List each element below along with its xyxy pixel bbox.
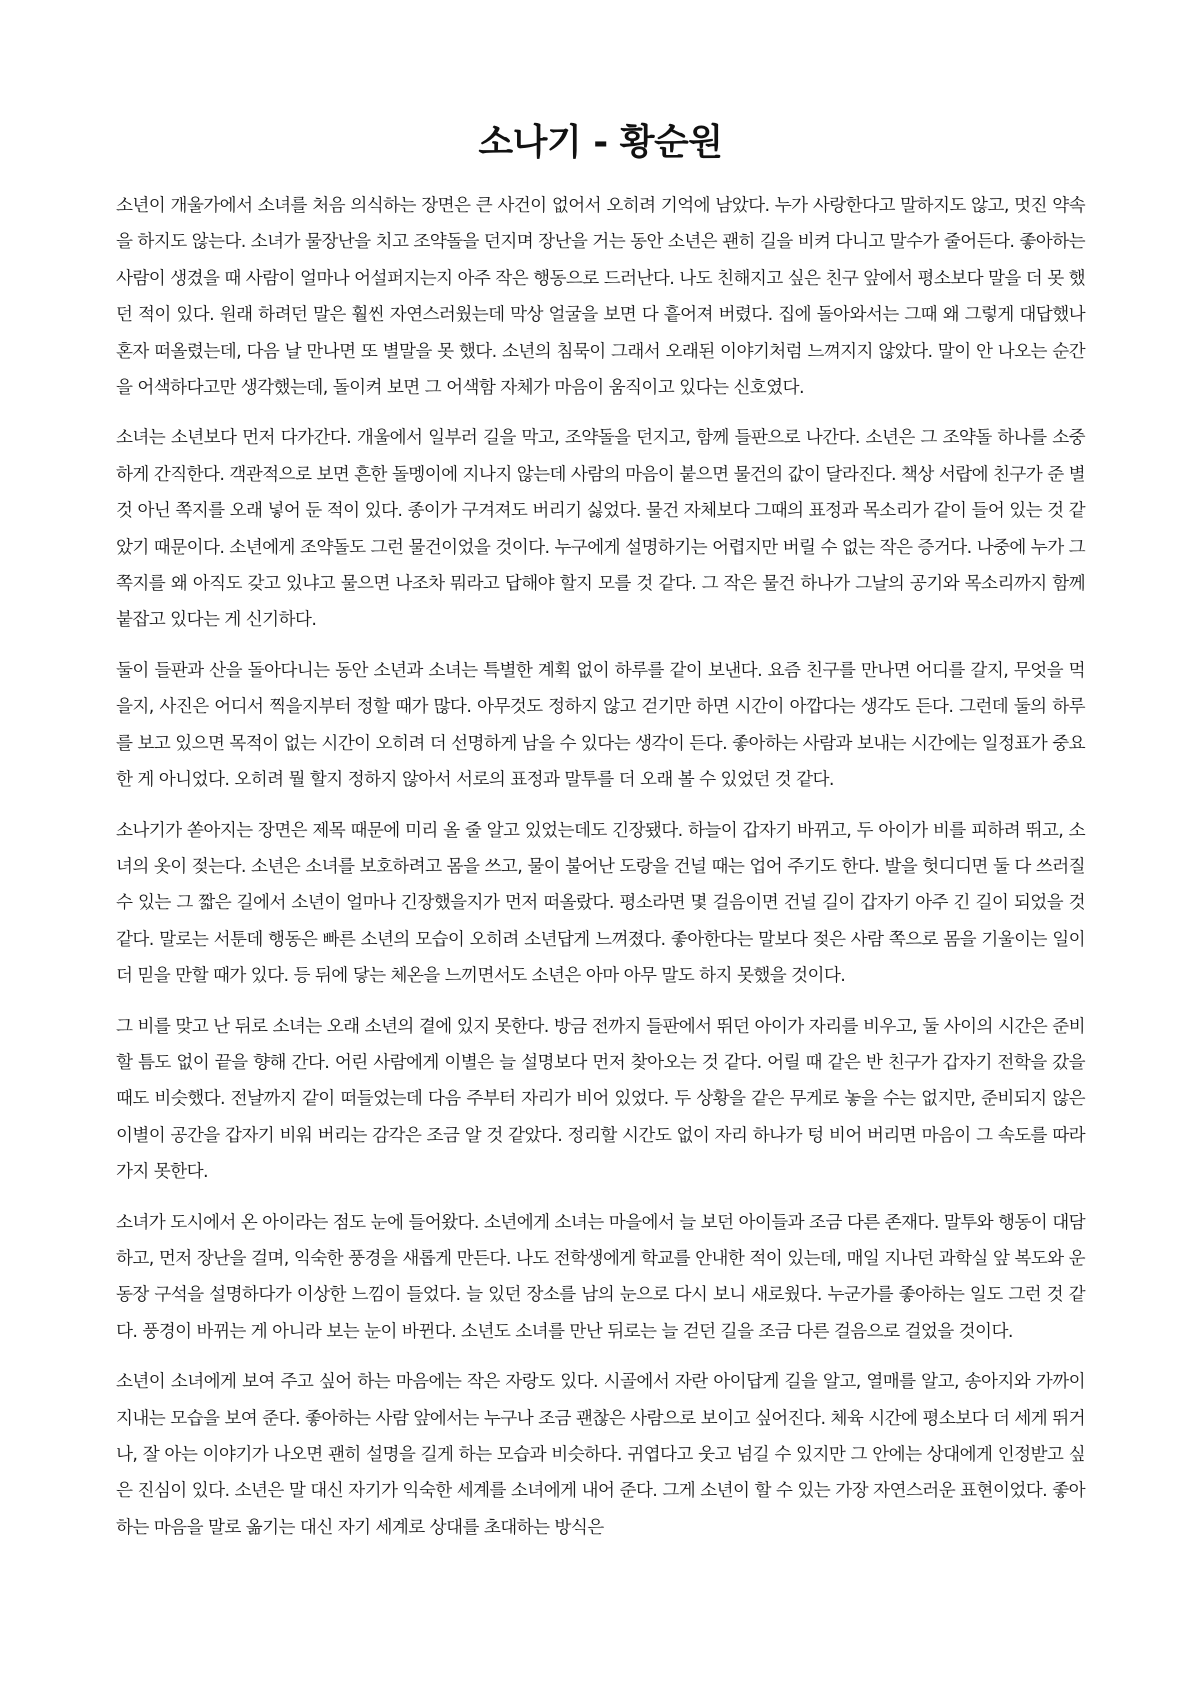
paragraph: 소나기가 쏟아지는 장면은 제목 때문에 미리 올 줄 알고 있었는데도 긴장됐다. 하늘이 갑자기 바뀌고, 두 아이가 비를 피하려 뛰고, 소녀의 옷이 젖는다. 소년은 소녀를 보호하려고 몸을 쓰고, 물이 불어난 도랑을 건널 때는 업어 주기도 한다. 발을 헛디디면 둘 다 쓰러질 수 있는 그 짧은 길에서 소년이 얼마나 긴장했을지가 먼저 떠올랐다. 평소라면 몇 걸음이면 건널 길이 갑자기 아주 긴 길이 되었을 것 같다. 말로는 서툰데 행동은 빠른 소년의 모습이 오히려 소년답게 느껴졌다. 좋아한다는 말보다 젖은 사람 쪽으로 몸을 기울이는 일이 더 믿을 만할 때가 있다. 등 뒤에 닿는 체온을 느끼면서도 소년은 아마 아무 말도 하지 못했을 것이다. (116, 820, 1085, 987)
paragraph: 소녀는 소년보다 먼저 다가간다. 개울에서 일부러 길을 막고, 조약돌을 던지고, 함께 들판으로 나간다. 소년은 그 조약돌 하나를 소중하게 간직한다. 객관적으로 보면 흔한 돌멩이에 지나지 않는데 사람의 마음이 붙으면 물건의 값이 달라진다. 책상 서랍에 친구가 준 별것 아닌 쪽지를 오래 넣어 둔 적이 있다. 종이가 구겨져도 버리기 싫었다. 물건 자체보다 그때의 표정과 목소리가 같이 들어 있는 것 같았기 때문이다. 소년에게 조약돌도 그런 물건이었을 것이다. 누구에게 설명하기는 어렵지만 버릴 수 없는 작은 증거다. 나중에 누가 그 쪽지를 왜 아직도 갖고 있냐고 물으면 나조차 뭐라고 답해야 할지 모를 것 같다. 그 작은 물건 하나가 그날의 공기와 목소리까지 함께 붙잡고 있다는 게 신기하다. (116, 428, 1085, 631)
paragraph: 소년이 소녀에게 보여 주고 싶어 하는 마음에는 작은 자랑도 있다. 시골에서 자란 아이답게 길을 알고, 열매를 알고, 송아지와 가까이 지내는 모습을 보여 준다. 좋아하는 사람 앞에서는 누구나 조금 괜찮은 사람으로 보이고 싶어진다. 체육 시간에 평소보다 더 세게 뛰거나, 잘 아는 이야기가 나오면 괜히 설명을 길게 하는 모습과 비슷하다. 귀엽다고 웃고 넘길 수 있지만 그 안에는 상대에게 인정받고 싶은 진심이 있다. 소년은 말 대신 자기가 익숙한 세계를 소녀에게 내어 준다. 그게 소년이 할 수 있는 가장 자연스러운 표현이었다. 좋아하는 마음을 말로 옮기는 대신 자기 세계로 상대를 초대하는 방식은 (116, 1372, 1085, 1538)
paragraph: 소년이 개울가에서 소녀를 처음 의식하는 장면은 큰 사건이 없어서 오히려 기억에 남았다. 누가 사랑한다고 말하지도 않고, 멋진 약속을 하지도 않는다. 소녀가 물장난을 치고 조약돌을 던지며 장난을 거는 동안 소년은 괜히 길을 비켜 다니고 말수가 줄어든다. 좋아하는 사람이 생겼을 때 사람이 얼마나 어설퍼지는지 아주 작은 행동으로 드러난다. 나도 친해지고 싶은 친구 앞에서 평소보다 말을 더 못 했던 적이 있다. 원래 하려던 말은 훨씬 자연스러웠는데 막상 얼굴을 보면 다 흩어져 버렸다. 집에 돌아와서는 그때 왜 그렇게 대답했나 혼자 떠올렸는데, 다음 날 만나면 또 별말을 못 했다. 소년의 침묵이 그래서 오래된 이야기처럼 느껴지지 않았다. 말이 안 나오는 순간을 어색하다고만 생각했는데, 돌이켜 보면 그 어색함 자체가 마음이 움직이고 있다는 신호였다. (116, 196, 1085, 399)
document-title: 소나기 - 황순원 (478, 122, 723, 163)
paragraph: 둘이 들판과 산을 돌아다니는 동안 소년과 소녀는 특별한 계획 없이 하루를 같이 보낸다. 요즘 친구를 만나면 어디를 갈지, 무엇을 먹을지, 사진은 어디서 찍을지부터 정할 때가 많다. 아무것도 정하지 않고 걷기만 하면 시간이 아깝다는 생각도 든다. 그런데 둘의 하루를 보고 있으면 목적이 없는 시간이 오히려 더 선명하게 남을 수 있다는 생각이 든다. 좋아하는 사람과 보내는 시간에는 일정표가 중요한 게 아니었다. 오히려 뭘 할지 정하지 않아서 서로의 표정과 말투를 더 오래 볼 수 있었던 것 같다. (116, 660, 1085, 791)
document-page (116, 120, 1085, 1560)
paragraph: 소녀가 도시에서 온 아이라는 점도 눈에 들어왔다. 소년에게 소녀는 마을에서 늘 보던 아이들과 조금 다른 존재다. 말투와 행동이 대담하고, 먼저 장난을 걸며, 익숙한 풍경을 새롭게 만든다. 나도 전학생에게 학교를 안내한 적이 있는데, 매일 지나던 과학실 앞 복도와 운동장 구석을 설명하다가 이상한 느낌이 들었다. 늘 있던 장소를 남의 눈으로 다시 보니 새로웠다. 누군가를 좋아하는 일도 그런 것 같다. 풍경이 바뀌는 게 아니라 보는 눈이 바뀐다. 소년도 소녀를 만난 뒤로는 늘 걷던 길을 조금 다른 걸음으로 걸었을 것이다. (116, 1212, 1085, 1342)
paragraph: 그 비를 맞고 난 뒤로 소녀는 오래 소년의 곁에 있지 못한다. 방금 전까지 들판에서 뛰던 아이가 자리를 비우고, 둘 사이의 시간은 준비할 틈도 없이 끝을 향해 간다. 어린 사람에게 이별은 늘 설명보다 먼저 찾아오는 것 같다. 어릴 때 같은 반 친구가 갑자기 전학을 갔을 때도 비슷했다. 전날까지 같이 떠들었는데 다음 주부터 자리가 비어 있었다. 두 상황을 같은 무게로 놓을 수는 없지만, 준비되지 않은 이별이 공간을 갑자기 비워 버리는 감각은 조금 알 것 같았다. 정리할 시간도 없이 자리 하나가 텅 비어 버리면 마음이 그 속도를 따라가지 못한다. (116, 1016, 1085, 1183)
